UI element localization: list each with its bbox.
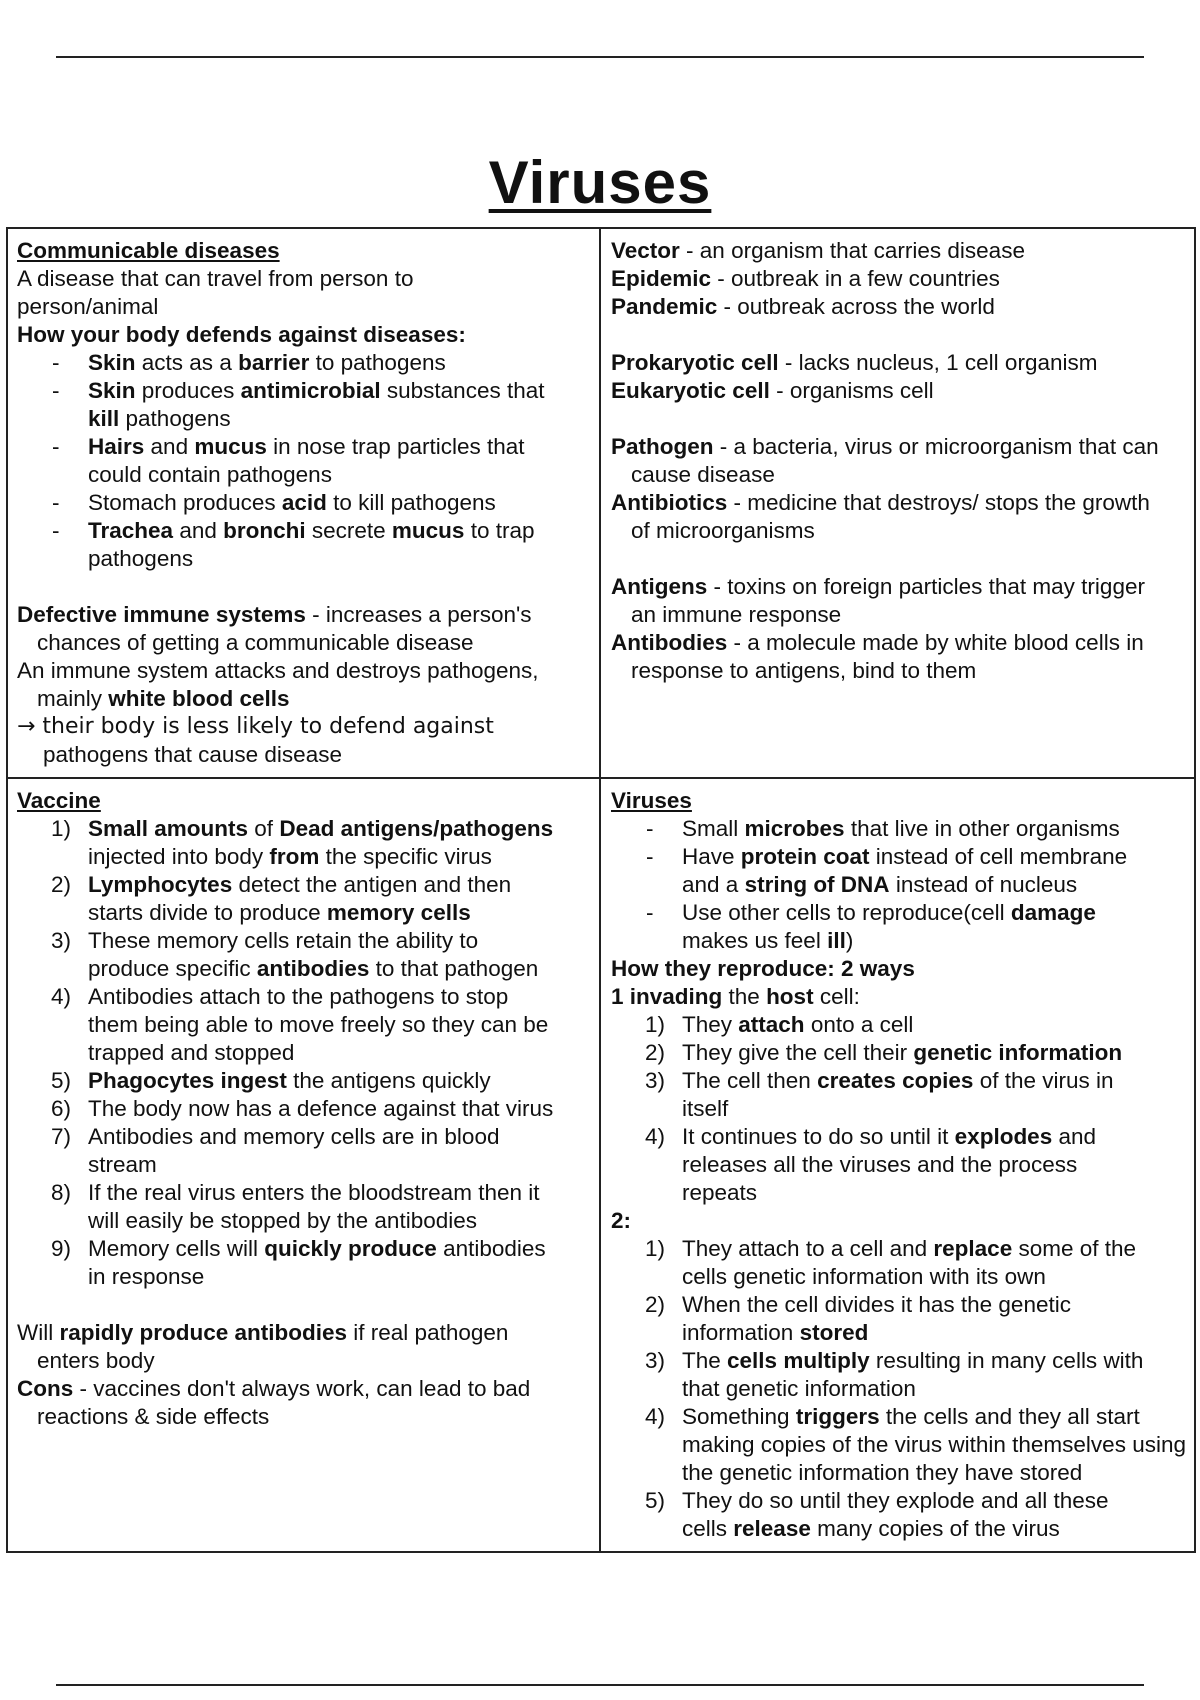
list-item: - Stomach produces acid to kill pathogens [88,489,558,517]
list-item: 1) Small amounts of Dead antigens/pathogens injected into body from the specific virus [51,816,554,869]
list-item: 4) Antibodies attach to the pathogens to stop them being able to move freely so they can be trapped and stopped [51,984,549,1065]
page-title: Viruses [488,149,712,216]
arrow-consequence-cont: pathogens that cause disease [43,742,342,767]
bottom-rule [56,1684,1144,1686]
virus-facts [611,815,1142,955]
definition-vector: Vector - an organism that carries disease [611,238,1025,263]
definition-eukaryotic: Eukaryotic cell - organisms cell [611,378,934,403]
communicable-diseases-cell [8,229,599,777]
list-item: 9) Memory cells will quickly produce antibodies in response [51,1236,546,1289]
list-item: 1) They attach to a cell and replace some of the cells genetic information with its own [645,1236,1137,1289]
defense-heading: How your body defends against diseases: [17,322,466,347]
list-item: - Trachea and bronchi secrete mucus to trap pathogens [88,517,548,573]
list-item: 3) The cells multiply resulting in many cells with that genetic information [645,1348,1144,1401]
definition-antibiotics: Antibiotics - medicine that destroys/ stops the growth of microorganisms [611,490,1150,543]
list-item: 3) The cell then creates copies of the virus in itself [645,1068,1114,1121]
definition-prokaryotic: Prokaryotic cell - lacks nucleus, 1 cell organism [611,350,1098,375]
defense-list [17,349,558,573]
vaccine-summary: Will rapidly produce antibodies if real pathogen enters body [17,1320,509,1373]
list-item: - Have protein coat instead of cell membrane and a string of DNA instead of nucleus [682,843,1142,899]
definitions-cell [601,229,1196,777]
list-item: 4) It continues to do so until it explodes and releases all the viruses and the process repeats [645,1124,1097,1205]
list-item: 3) These memory cells retain the ability to produce specific antibodies to that pathogen [51,928,539,981]
viruses-cell [601,779,1196,1553]
list-item: 2) When the cell divides it has the genetic information stored [645,1292,1071,1345]
list-item: 2) They give the cell their genetic information [645,1040,1123,1065]
list-item: - Skin acts as a barrier to pathogens [88,349,558,377]
definition-antibodies: Antibodies - a molecule made by white blood cells in response to antigens, bind to them [611,630,1144,683]
list-item: - Use other cells to reproduce(cell damage makes us feel ill) [682,899,1132,955]
list-item: - Hairs and mucus in nose trap particles that could contain pathogens [88,433,538,489]
definition-epidemic: Epidemic - outbreak in a few countries [611,266,1000,291]
vaccine-steps [17,815,589,1291]
way-two-steps [611,1235,1187,1543]
list-item: 1) They attach onto a cell [645,1012,914,1037]
notes-table [6,227,1196,1553]
list-item: - Skin produces antimicrobial substances that kill pathogens [88,377,558,433]
defective-immune-systems: Defective immune systems - increases a person's chances of getting a communicable disease [17,602,532,655]
vaccine-cons: Cons - vaccines don't always work, can lead to bad reactions & side effects [17,1376,531,1429]
list-item: 8) If the real virus enters the bloodstream then it will easily be stopped by the antibodies [51,1180,540,1233]
list-item: 2) Lymphocytes detect the antigen and then starts divide to produce memory cells [51,872,512,925]
definition-pandemic: Pandemic - outbreak across the world [611,294,995,319]
immune-system-text: An immune system attacks and destroys pathogens, mainly white blood cells [17,658,539,711]
list-item: 5) Phagocytes ingest the antigens quickly [51,1068,491,1093]
definition-antigens: Antigens - toxins on foreign particles that may trigger an immune response [611,574,1145,627]
reproduce-heading: How they reproduce: 2 ways [611,956,915,981]
definition-pathogen: Pathogen - a bacteria, virus or microorganism that can cause disease [611,434,1159,487]
arrow-consequence: → their body is less likely to defend against [17,714,494,739]
list-item: - Small microbes that live in other organisms [682,815,1142,843]
top-rule [56,56,1144,58]
way-one-steps [611,1011,1182,1207]
list-item: 4) Something triggers the cells and they all start making copies of the virus within themselves using the genetic information they have stored [645,1404,1186,1485]
list-item: 7) Antibodies and memory cells are in blood stream [51,1124,500,1177]
viruses-heading: Viruses [611,788,692,813]
vaccine-cell [8,779,599,1553]
communicable-diseases-heading: Communicable diseases [17,238,280,263]
communicable-definition: A disease that can travel from person to person/animal [17,266,414,319]
vaccine-heading: Vaccine [17,788,101,813]
way-one-heading: 1 invading the host cell: [611,984,860,1009]
way-two-heading: 2: [611,1208,632,1233]
list-item: 6) The body now has a defence against that virus [51,1096,554,1121]
list-item: 5) They do so until they explode and all these cells release many copies of the virus [645,1488,1109,1541]
